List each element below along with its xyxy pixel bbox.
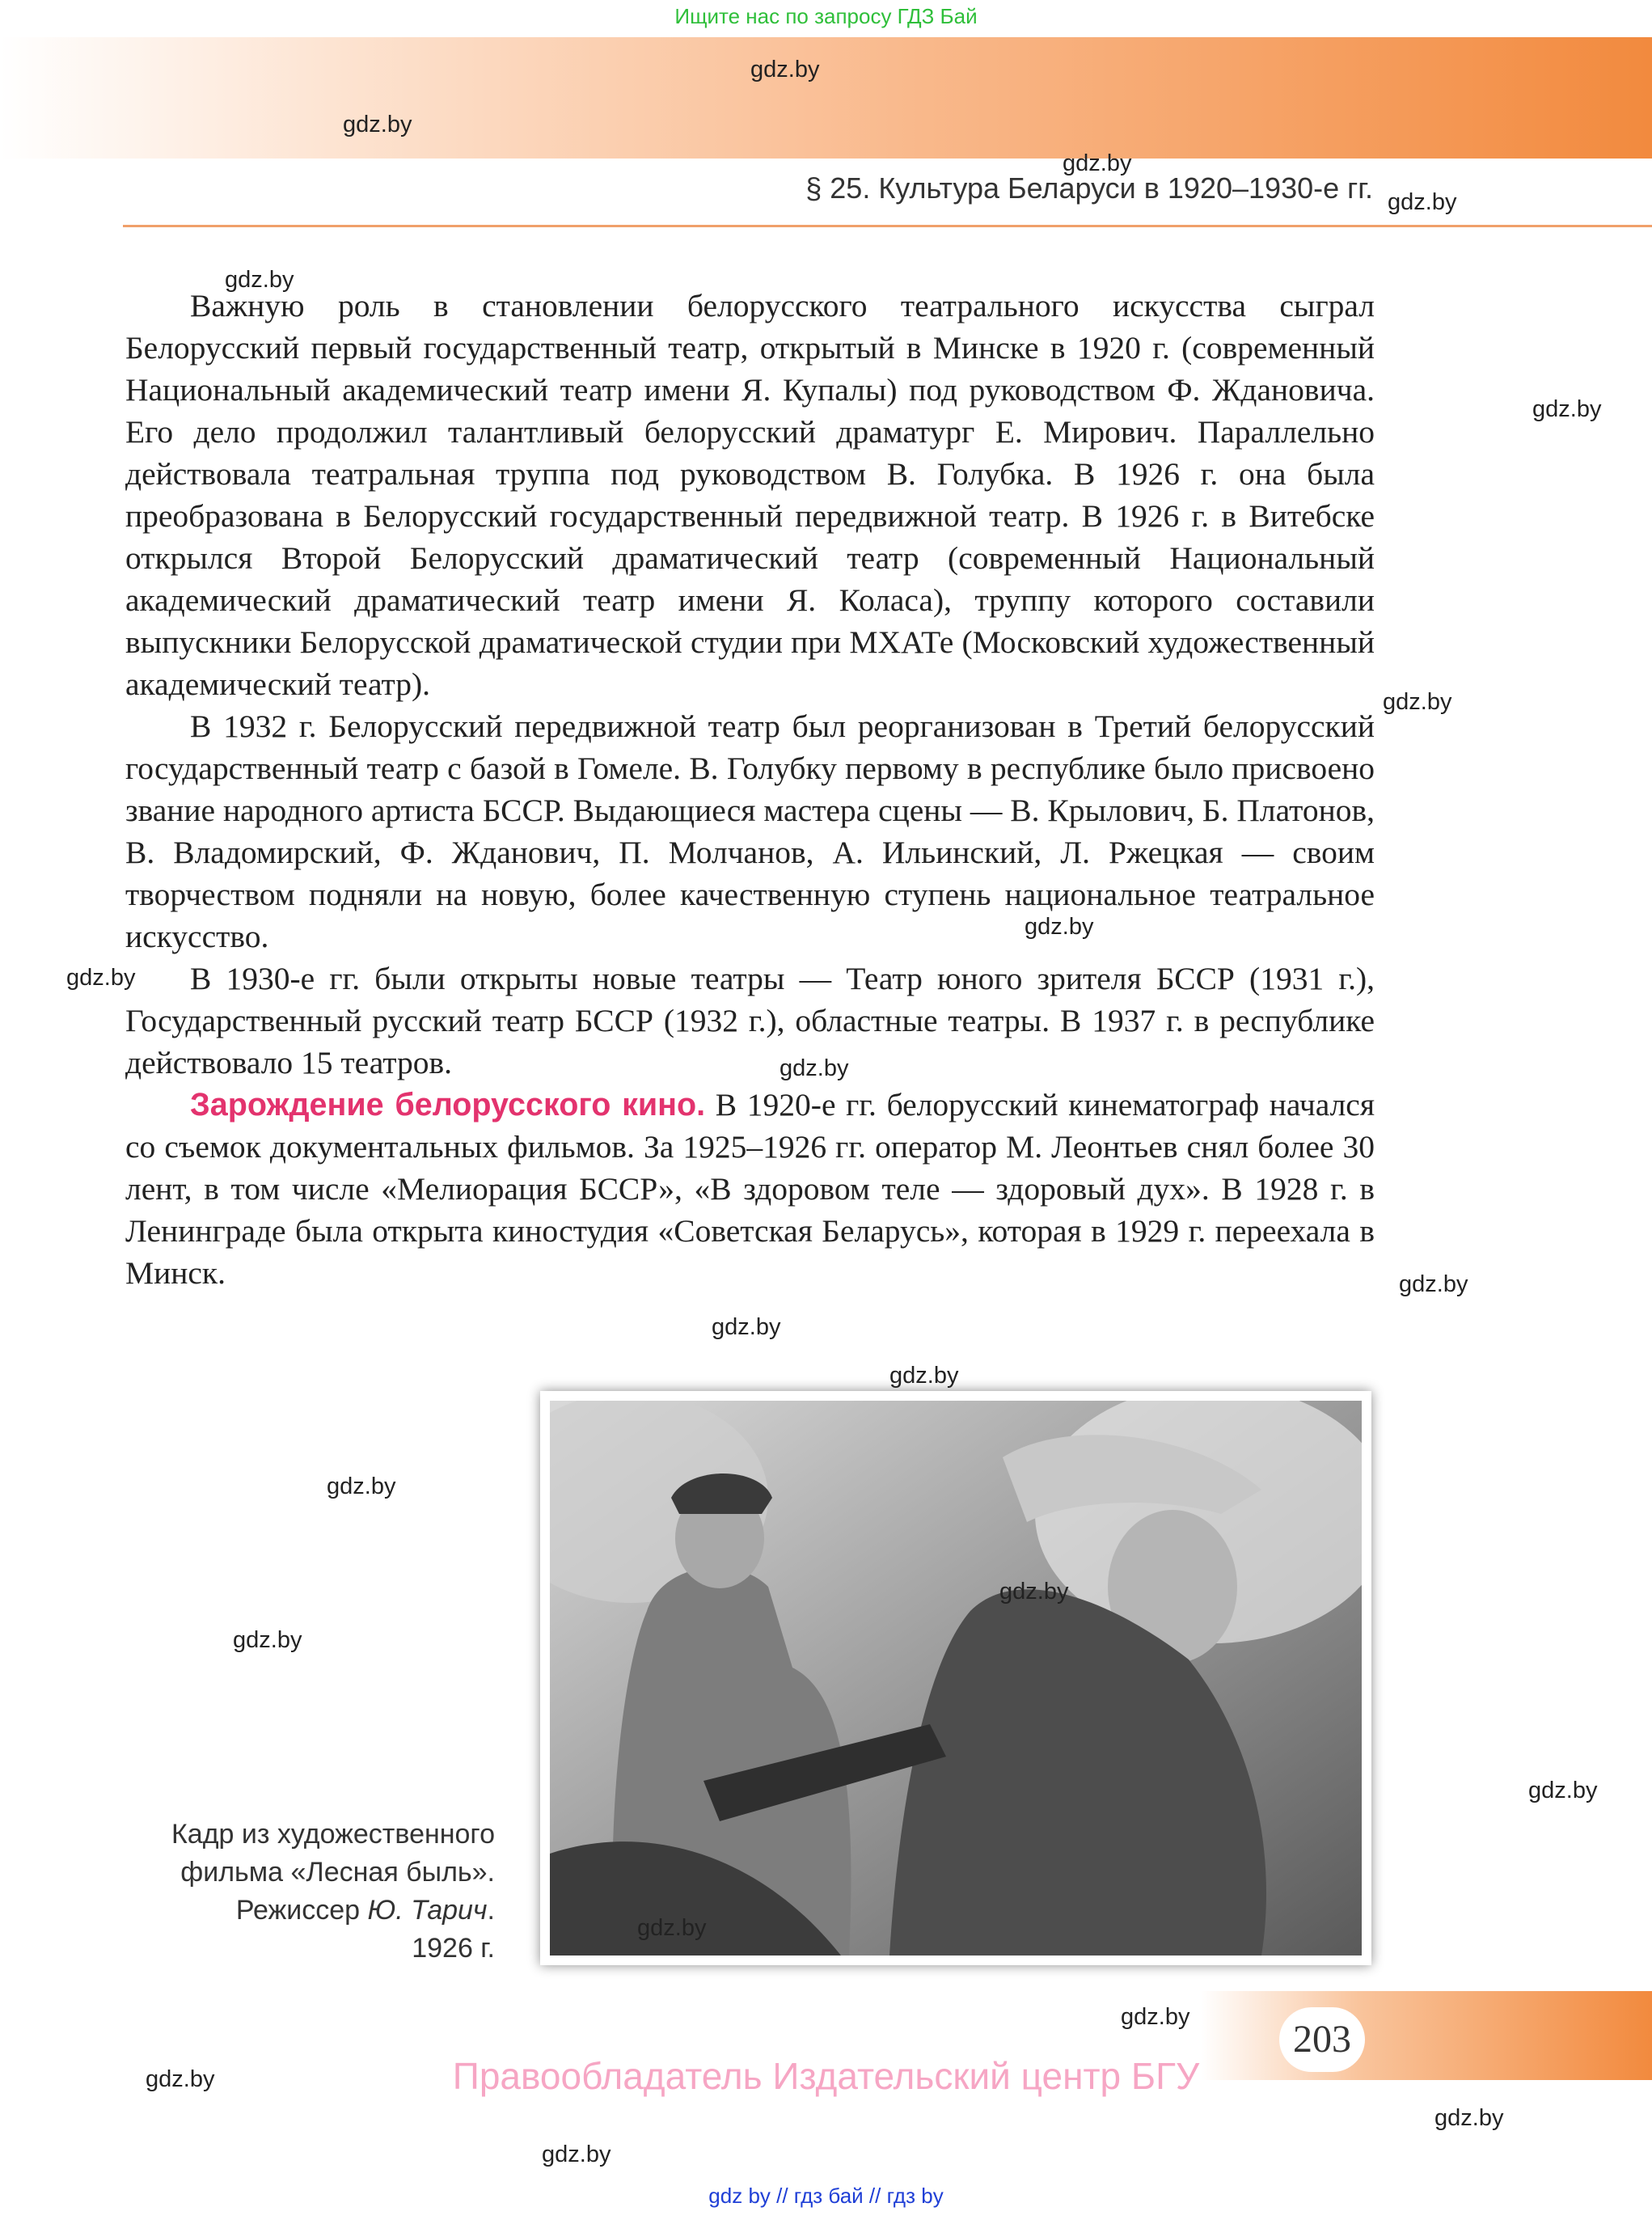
page-number: 203 bbox=[1279, 2007, 1365, 2072]
watermark: gdz.by bbox=[1025, 914, 1094, 940]
caption-line-3 bbox=[81, 1892, 495, 1930]
section-heading-cinema: Зарождение белорусского кино. bbox=[190, 1087, 706, 1123]
watermark: gdz.by bbox=[233, 1627, 302, 1653]
watermark: gdz.by bbox=[637, 1915, 707, 1941]
watermark: gdz.by bbox=[750, 57, 820, 82]
watermark: gdz.by bbox=[225, 267, 294, 293]
caption-period: . bbox=[487, 1895, 495, 1926]
watermark: gdz.by bbox=[1388, 189, 1457, 215]
watermark: gdz.by bbox=[780, 1055, 849, 1081]
caption-director-label: Режиссер bbox=[235, 1895, 368, 1926]
watermark: gdz.by bbox=[146, 2066, 215, 2092]
body-text bbox=[125, 285, 1375, 1294]
watermark: gdz.by bbox=[1532, 396, 1602, 422]
film-still-image bbox=[550, 1401, 1362, 1956]
watermark: gdz.by bbox=[712, 1314, 781, 1340]
watermark: gdz.by bbox=[1063, 150, 1132, 176]
watermark: gdz.by bbox=[66, 965, 136, 991]
caption-director-name: Ю. Тарич bbox=[367, 1895, 488, 1926]
watermark: gdz.by bbox=[1528, 1778, 1598, 1803]
watermark: gdz.by bbox=[542, 2142, 611, 2167]
paragraph-third-theatre: В 1932 г. Белорусский передвижной театр был реорганизован в Третий белорусский государственный театр с базой в Гомеле. В. Голубку первому в республике было присвоено звание народного артиста БССР. Выдающиеся мастера сцены — В. Крылович, Б. Платонов, В. Владомирский, Ф. Жданович, П. Молчанов, А. Ильинский, Л. Ржецкая — своим творчеством подняли на новую, более качественную ступень национальное театральное искусство. bbox=[125, 708, 1375, 954]
paragraph-theatre: Важную роль в становлении белорусского театрального искусства сыграл Белорусский первый государственный театр, открытый в Минске в 1920 г. (современный Национальный академический театр имени Я. Купалы) под руководством Ф. Ждановича. Его дело продолжил талантливый белорусский драматург Е. Мирович. Параллельно действовала театральная труппа под руководством В. Голубка. В 1926 г. она была преобразована в Белорусский государственный передвижной театр. В 1926 г. в Витебске открылся Второй Белорусский драматический театр (современный Национальный академический драматический театр имени Я. Коласа), труппу которого составили выпускники Белорусской драматической студии при МХАТе (Московский художественный академический театр). bbox=[125, 288, 1375, 702]
photo-caption bbox=[81, 1816, 495, 1968]
watermark: gdz.by bbox=[1121, 2004, 1190, 2030]
header-divider bbox=[123, 225, 1652, 227]
search-banner: Ищите нас по запросу ГДЗ Бай bbox=[674, 4, 978, 28]
caption-line-2: фильма «Лесная быль». bbox=[180, 1857, 495, 1888]
watermark: gdz.by bbox=[1383, 689, 1452, 715]
watermark: gdz.by bbox=[999, 1579, 1069, 1605]
watermark: gdz.by bbox=[343, 112, 412, 137]
bottom-links[interactable]: gdz by // гдз бай // гдз by bbox=[708, 2184, 944, 2208]
header-band bbox=[0, 37, 1652, 159]
chapter-title: § 25. Культура Беларуси в 1920–1930-е гг. bbox=[805, 171, 1373, 205]
film-still-photo bbox=[540, 1391, 1371, 1965]
watermark: gdz.by bbox=[1399, 1271, 1468, 1297]
caption-line-4: 1926 г. bbox=[412, 1933, 495, 1964]
copyright-notice: Правообладатель Издательский центр БГУ bbox=[452, 2055, 1200, 2097]
paragraph-cinema bbox=[125, 1084, 1375, 1294]
watermark: gdz.by bbox=[1434, 2105, 1504, 2131]
paragraph-new-theatres: В 1930-е гг. были открыты новые театры — Театр юного зрителя БССР (1931 г.), Государственный русский театр БССР (1932 г.), областные театры. В 1937 г. в республике действовало 15 театров. bbox=[125, 961, 1375, 1080]
caption-line-1: Кадр из художественного bbox=[171, 1819, 495, 1850]
watermark: gdz.by bbox=[327, 1474, 396, 1499]
watermark: gdz.by bbox=[889, 1363, 959, 1389]
paragraph-cinema-text: В 1920-е гг. белорусский кинематограф начался со съемок документальных фильмов. За 1925–1926 гг. оператор М. Леонтьев снял более 30 лент, в том числе «Мелиорация БССР», «В здоровом теле — здоровый дух». В 1928 г. в Ленинграде была открыта киностудия «Советская Беларусь», которая в 1929 г. переехала в Минск. bbox=[125, 1087, 1375, 1291]
